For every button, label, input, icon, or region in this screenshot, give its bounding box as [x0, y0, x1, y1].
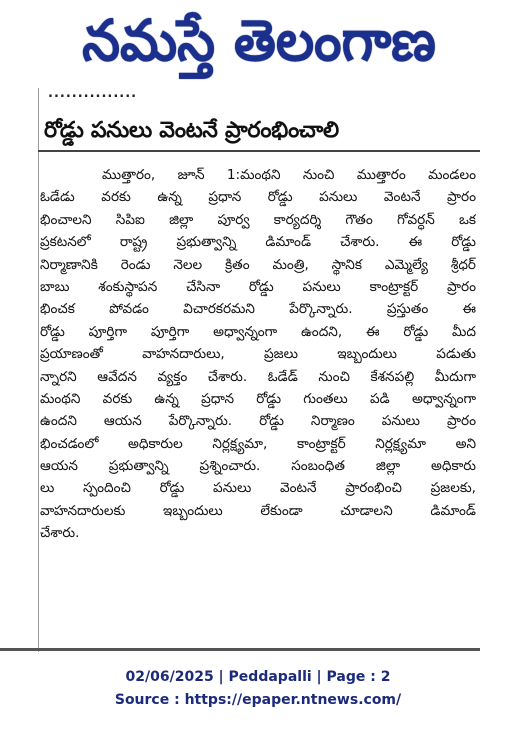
article-headline: రోడ్డు పనులు వెంటనే ప్రారంభించాలి — [44, 118, 339, 143]
article-line: చేశారు. — [40, 525, 80, 542]
article-line: ముత్తారం, జూన్ 1:మంథని నుంచి ముత్తారం మండలం — [102, 167, 476, 183]
article-line: బాబు శంకుస్థాపన చేసినా రోడ్డు పనులు కాంట్రాక్టర్ ప్రారం — [40, 278, 476, 295]
article-line: ఉందని ఆయన పేర్కొన్నారు. రోడ్డు నిర్మాణం పనులు ప్రారం — [40, 413, 476, 430]
footer-meta: 02/06/2025 | Peddapalli | Page : 2 — [125, 669, 391, 685]
article-line: భించాలని సిపిఐ జిల్లా పూర్వ కార్యదర్శి గౌతం గోవర్ధన్ ఒక — [40, 211, 476, 228]
article-line: భించడంలో అధికారుల నిర్లక్ష్యమా, కాంట్రాక్టర్ నిర్లక్ష్యమా అని — [40, 435, 476, 452]
article-line: ఆయన ప్రభుత్వాన్ని ప్రశ్నించారు. సంబంధిత జిల్లా అధికారు — [40, 458, 476, 475]
newspaper-masthead — [38, 2, 480, 80]
footer-source: Source : https://epaper.ntnews.com/ — [114, 692, 402, 708]
article-line: వాహనదారులకు ఇబ్బందులు లేకుండా చూడాలని డిమాండ్ — [40, 502, 476, 519]
cut-text: ............... — [48, 92, 138, 101]
cut-previous-text — [48, 92, 258, 106]
clipping-left-border — [38, 88, 39, 652]
article-line: ప్రయాణంతో వాహనదారులు, ప్రజలు ఇబ్బందులు పడుతు — [40, 346, 476, 363]
article-line: భించక పోవడం విచారకరమని పేర్కొన్నారు. ప్రస్తుతం ఈ — [40, 301, 476, 318]
footer-divider — [0, 648, 480, 651]
article-line: రోడ్డు పూర్తిగా పూర్తిగా అధ్వాన్నంగా ఉందని, ఈ రోడ్డు మీద — [40, 323, 476, 340]
article-line: ప్రకటనలో రాష్ట్ర ప్రభుత్వాన్ని డిమాండ్ చేశారు. ఈ రోడ్డు — [40, 234, 476, 251]
article-line: ఓడేడు వరకు ఉన్న ప్రధాన రోడ్డు పనులు వెంటనే ప్రారం — [40, 189, 476, 206]
article-body — [40, 164, 476, 545]
article-line: నిర్మాణానికి రెండు నెలల క్రితం మంత్రి, స్థానిక ఎమ్మెల్యే శ్రీధర్ — [40, 256, 476, 273]
news-clipping — [38, 0, 480, 652]
masthead-title: నమస్తే తెలంగాణ — [82, 7, 436, 74]
article-line: న్నారని ఆవేదన వ్యక్తం చేశారు. ఓడేడ్ నుంచి కేశనపల్లి మీదుగా — [40, 368, 476, 385]
article-line: లు స్పందించి రోడ్డు పనులు వెంటనే ప్రారంభించి ప్రజలకు, — [40, 480, 476, 497]
article-line: మంథని వరకు ఉన్న ప్రధాన రోడ్డు గుంతలు పడి అధ్వాన్నంగా — [40, 390, 476, 407]
headline-rule — [38, 150, 480, 152]
